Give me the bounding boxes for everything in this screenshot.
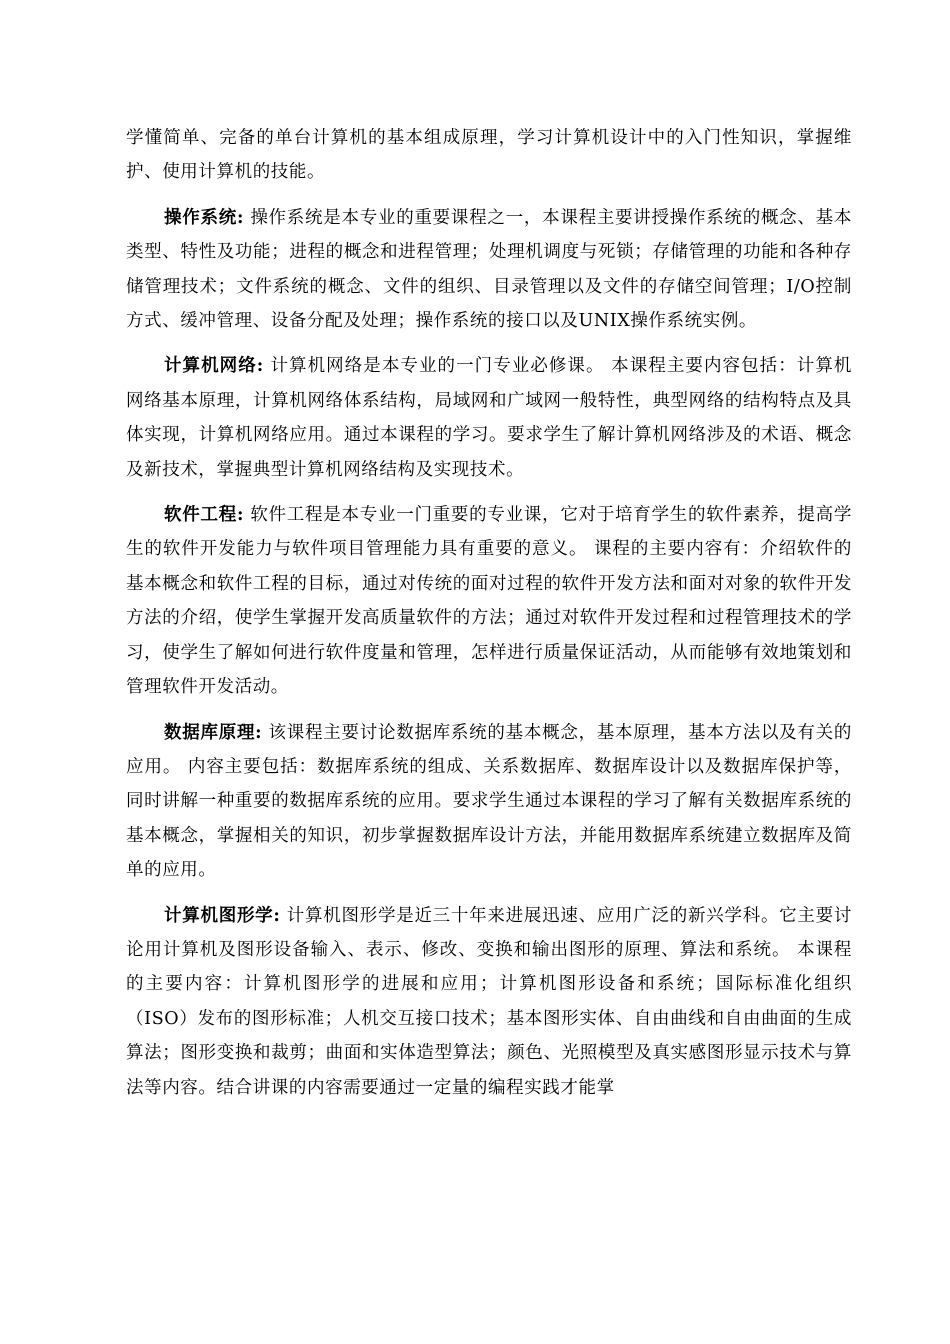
paragraph-text: 计算机图形学是近三十年来进展迅速、应用广泛的新兴学科。它主要讨论用计算机及图形设备输入、表示、修改、变换和输出图形的原理、算法和系统。 本课程的主要内容：计算机图形学的进展和应用；计算机图形设备和系统；国际标准化组织（ISO）发布的图形标准；人机交互接口技术；基本图形实体、自由曲线和自由曲面的生成算法；图形变换和裁剪；曲面和实体造型算法；颜色、光照模型及真实感图形显示技术与算法等内容。结合讲课的内容需要通过一定量的编程实践才能掌 [126,905,852,1098]
paragraph-computer-graphics [126,899,852,1105]
paragraph-text: 软件工程是本专业一门重要的专业课，它对于培育学生的软件素养，提高学生的软件开发能力与软件项目管理能力具有重要的意义。 课程的主要内容有：介绍软件的基本概念和软件工程的目标，通过对传统的面对过程的软件开发方法和面对对象的软件开发方法的介绍，使学生掌握开发高质量软件的方法；通过对软件开发过程和过程管理技术的学习，使学生了解如何进行软件度量和管理，怎样进行质量保证活动，从而能够有效地策划和管理软件开发活动。 [126,505,852,698]
paragraph-software-engineering [126,498,852,704]
paragraph-intro [126,121,852,190]
course-term: 软件工程: [164,505,245,526]
paragraph-operating-system [126,201,852,339]
paragraph-text: 学懂简单、完备的单台计算机的基本组成原理，学习计算机设计中的入门性知识，掌握维护、使用计算机的技能。 [126,128,852,183]
document-page [126,121,852,1116]
paragraph-text: 该课程主要讨论数据库系统的基本概念，基本原理，基本方法以及有关的应用。 内容主要包括：数据库系统的组成、关系数据库、数据库设计以及数据库保护等，同时讲解一种重要的数据库系统的应用。要求学生通过本课程的学习了解有关数据库系统的基本概念，掌握相关的知识，初步掌握数据库设计方法，并能用数据库系统建立数据库及简单的应用。 [126,722,852,881]
paragraph-text: 操作系统是本专业的重要课程之一，本课程主要讲授操作系统的概念、基本类型、特性及功能；进程的概念和进程管理；处理机调度与死锁；存储管理的功能和各种存储管理技术；文件系统的概念、文件的组织、目录管理以及文件的存储空间管理；I/O控制方式、缓冲管理、设备分配及处理；操作系统的接口以及UNIX操作系统实例。 [126,207,852,332]
paragraph-computer-network [126,349,852,487]
paragraph-database-principles [126,716,852,888]
course-term: 操作系统: [164,207,245,228]
course-term: 数据库原理: [164,722,263,743]
course-term: 计算机图形学: [164,905,281,926]
paragraph-text: 计算机网络是本专业的一门专业必修课。 本课程主要内容包括：计算机网络基本原理，计算机网络体系结构，局域网和广域网一般特性，典型网络的结构特点及具体实现，计算机网络应用。通过本课程的学习。要求学生了解计算机网络涉及的术语、概念及新技术，掌握典型计算机网络结构及实现技术。 [126,356,852,480]
course-term: 计算机网络: [164,356,264,377]
